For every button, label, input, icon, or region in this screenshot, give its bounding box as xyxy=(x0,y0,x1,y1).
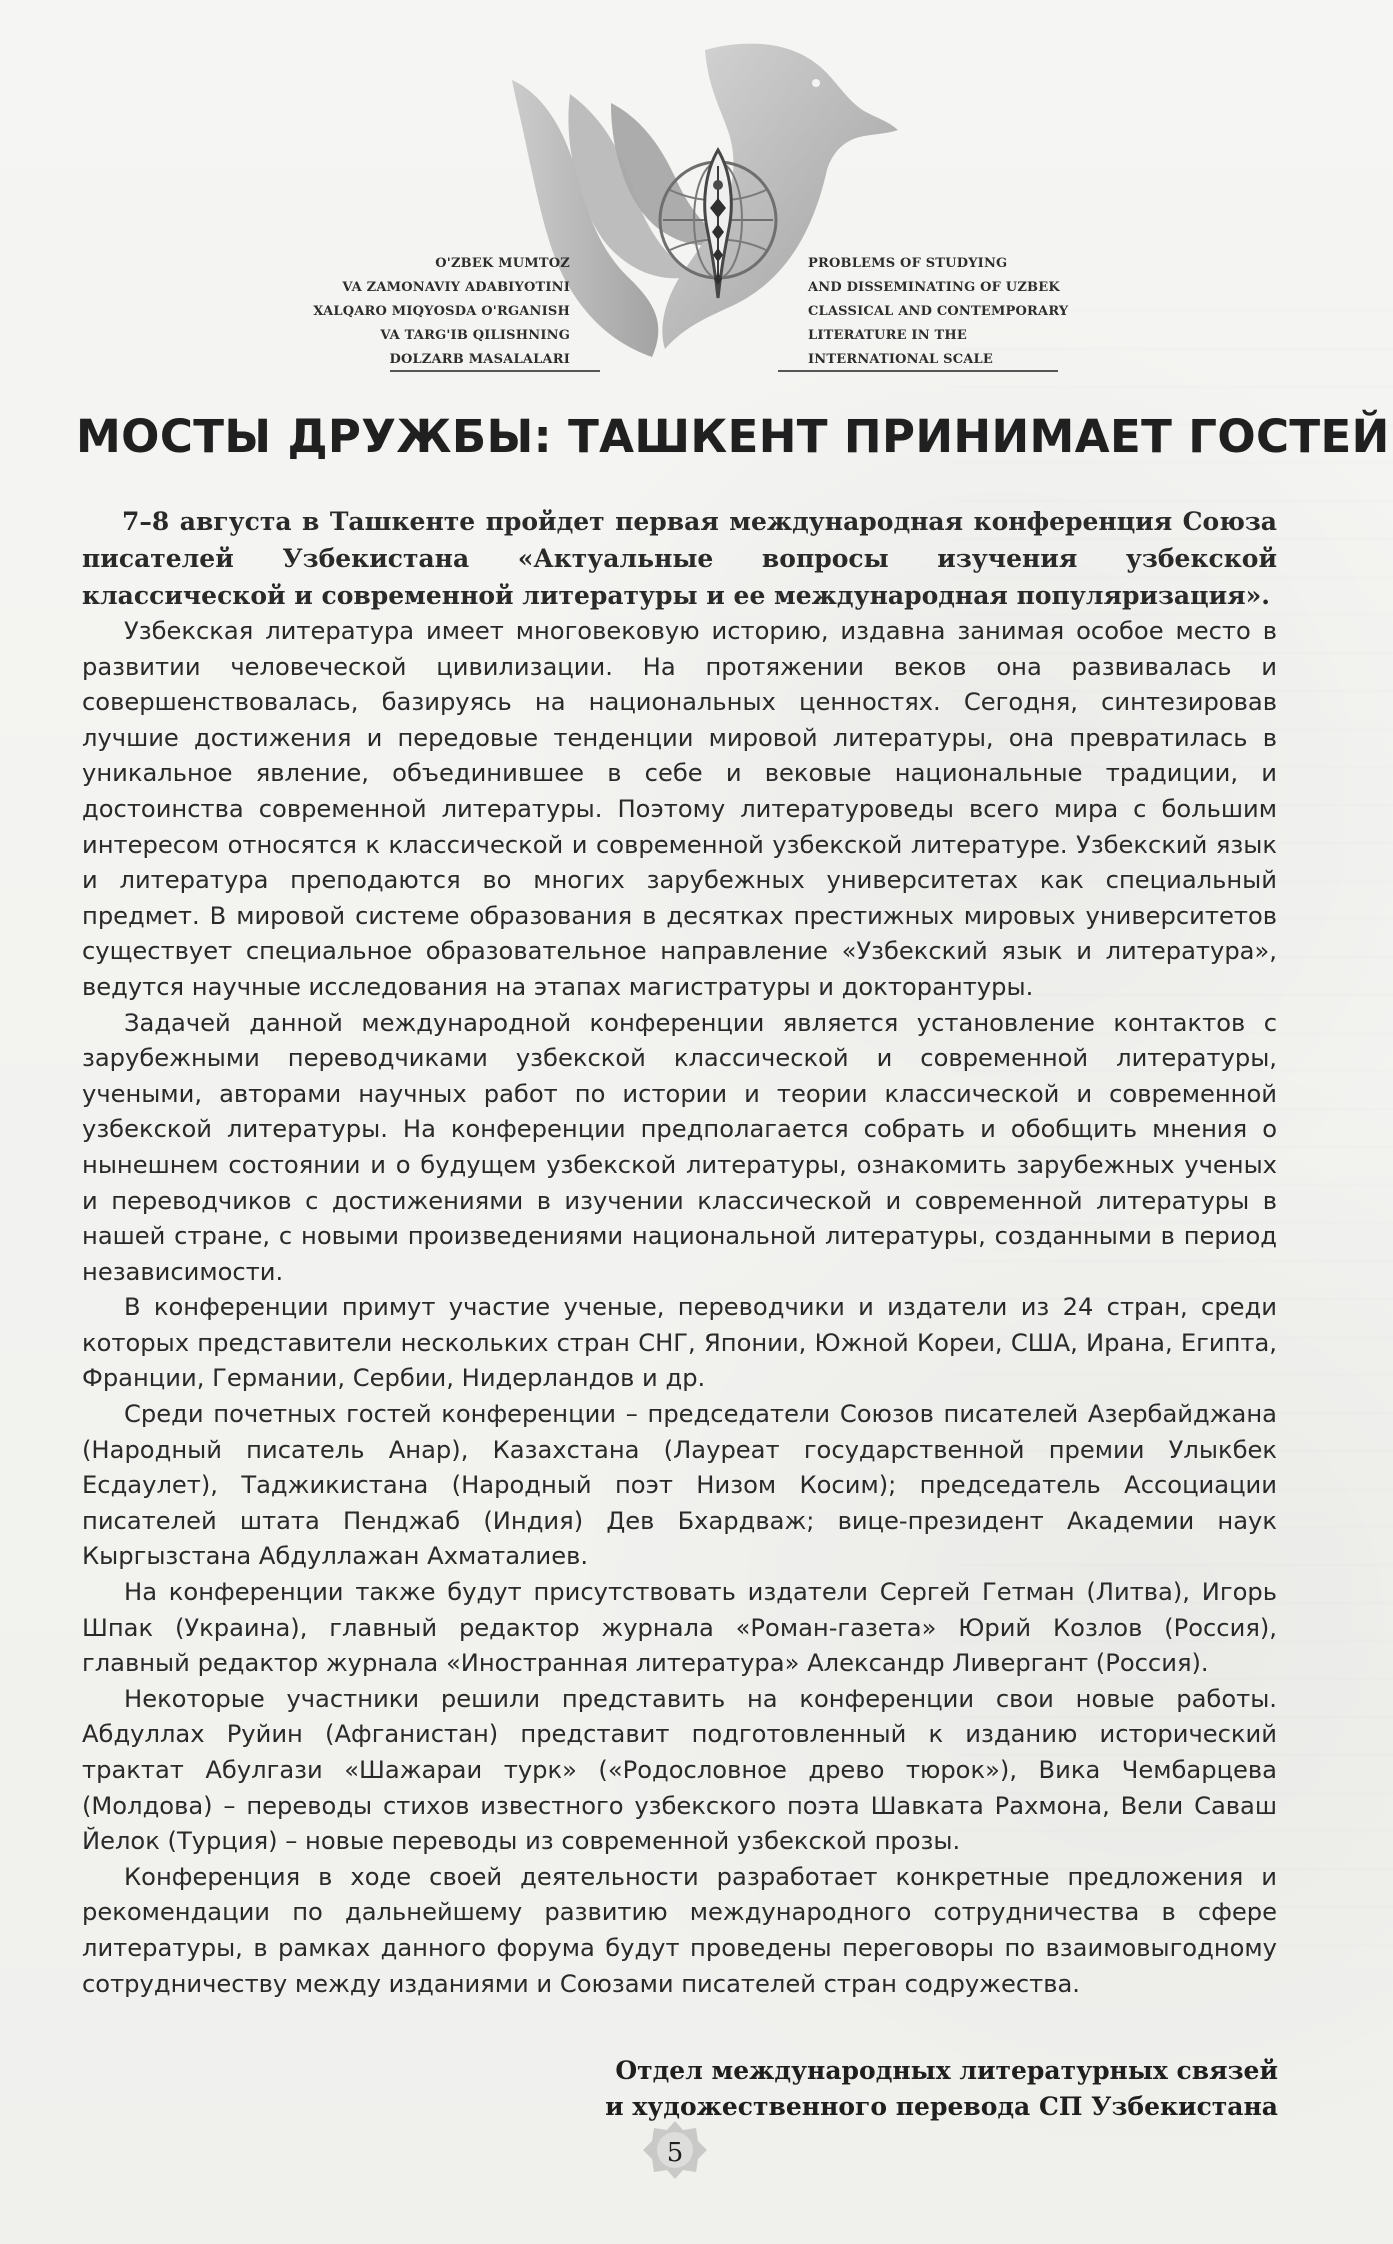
logo-right-line-4: LITERATURE IN THE xyxy=(808,328,967,343)
page-number-badge xyxy=(640,2118,710,2188)
article-title: МОСТЫ ДРУЖБЫ: ТАШКЕНТ ПРИНИМАЕТ ГОСТЕЙ xyxy=(76,410,1390,463)
logo-right-caption xyxy=(808,252,1118,372)
logo-right-line-1: PROBLEMS OF STUDYING xyxy=(808,256,1008,271)
article-paragraph: Конференция в ходе своей деятельности разработает конкретные предложения и рекомендации по дальнейшему развитию международного сотрудничества в сфере литературы, в рамках данного форума будут проведены переговоры по взаимовыгодному сотрудничеству между изданиями и Союзами писателей стран содружества. xyxy=(82,1862,1277,1998)
logo-divider-right xyxy=(778,370,1058,372)
signature-line-1: Отдел международных литературных связей xyxy=(615,2056,1278,2085)
conference-logo xyxy=(0,0,1393,410)
logo-right-line-3: CLASSICAL AND CONTEMPORARY xyxy=(808,304,1069,319)
article-paragraph: Задачей данной международной конференции является установление контактов с зарубежными переводчиками узбекской классической и современной литературы, учеными, авторами научных работ по истории и теории классической и современной узбекской литературы. На конференции предполагается собрать и обобщить мнения о нынешнем состоянии и о будущем узбекской литературы, ознакомить зарубежных ученых и переводчиков с достижениями в изучении классической и современной литературы в нашей стране, с новыми произведениями национальной литературы, созданными в период независимости. xyxy=(82,1008,1277,1286)
article-paragraph: В конференции примут участие ученые, переводчики и издатели из 24 стран, среди которых представители нескольких стран СНГ, Японии, Южной Кореи, США, Ирана, Египта, Франции, Германии, Сербии, Нидерландов и др. xyxy=(82,1293,1277,1393)
signature-line-2: и художественного перевода СП Узбекистана xyxy=(605,2092,1278,2121)
logo-right-line-5: INTERNATIONAL SCALE xyxy=(808,352,993,367)
article-paragraph: На конференции также будут присутствовать издатели Сергей Гетман (Литва), Игорь Шпак (Украина), главный редактор журнала «Роман-газета» Юрий Козлов (Россия), главный редактор журнала «Иностранная литература» Александр Ливергант (Россия). xyxy=(82,1578,1277,1678)
article-paragraph: Среди почетных гостей конференции – председатели Союзов писателей Азербайджана (Народный писатель Анар), Казахстана (Лауреат государственной премии Улыкбек Есдаулет), Таджикистана (Народный поэт Низом Косим); председатель Ассоциации писателей штата Пенджаб (Индия) Дев Бхардваж; вице-президент Академии наук Кыргызстана Абдуллажан Ахматалиев. xyxy=(82,1400,1277,1571)
article-signature xyxy=(578,2053,1278,2125)
article-body xyxy=(82,503,1277,2002)
article-paragraph: Некоторые участники решили представить на конференции свои новые работы. Абдуллах Руйин (Афганистан) представит подготовленный к изданию исторический трактат Абулгази «Шажараи турк» («Родословное древо тюрок»), Вика Чембарцева (Молдова) – переводы стихов известного узбекского поэта Шавката Рахмона, Вели Саваш Йелок (Турция) – новые переводы из современной узбекской прозы. xyxy=(82,1684,1277,1856)
logo-left-line-4: VA TARG'IB QILISHNING xyxy=(380,328,570,343)
logo-divider-left xyxy=(390,370,600,372)
article-lead: 7–8 августа в Ташкенте пройдет первая международная конференция Союза писателей Узбекистана «Актуальные вопросы изучения узбекской классической и современной литературы и ее международная популяризация». xyxy=(82,507,1277,610)
page-number: 5 xyxy=(666,2138,684,2168)
article-paragraph: Узбекская литература имеет многовековую историю, издавна занимая особое место в развитии человеческой цивилизации. На протяжении веков она развивалась и совершенствовалась, базируясь на национальных ценностях. Сегодня, синтезировав лучшие достижения и передовые тенденции мировой литературы, она превратилась в уникальное явление, объединившее в себе и вековые национальные традиции, и достоинства современной литературы. Поэтому литературоведы всего мира с большим интересом относятся к классической и современной узбекской литературе. Узбекский язык и литература преподаются во многих зарубежных университетах как специальный предмет. В мировой системе образования в десятках престижных мировых университетов существует специальное образовательное направление «Узбекский язык и литература», ведутся научные исследования на этапах магистратуры и докторантуры. xyxy=(82,617,1277,1001)
logo-left-caption xyxy=(300,252,570,372)
logo-left-line-2: VA ZAMONAVIY ADABIYOTINI xyxy=(342,280,570,295)
logo-left-line-3: XALQARO MIQYOSDA O'RGANISH xyxy=(313,304,570,319)
logo-right-line-2: AND DISSEMINATING OF UZBEK xyxy=(808,280,1060,295)
logo-left-line-1: O'ZBEK MUMTOZ xyxy=(435,256,570,271)
logo-left-line-5: DOLZARB MASALALARI xyxy=(389,352,570,367)
